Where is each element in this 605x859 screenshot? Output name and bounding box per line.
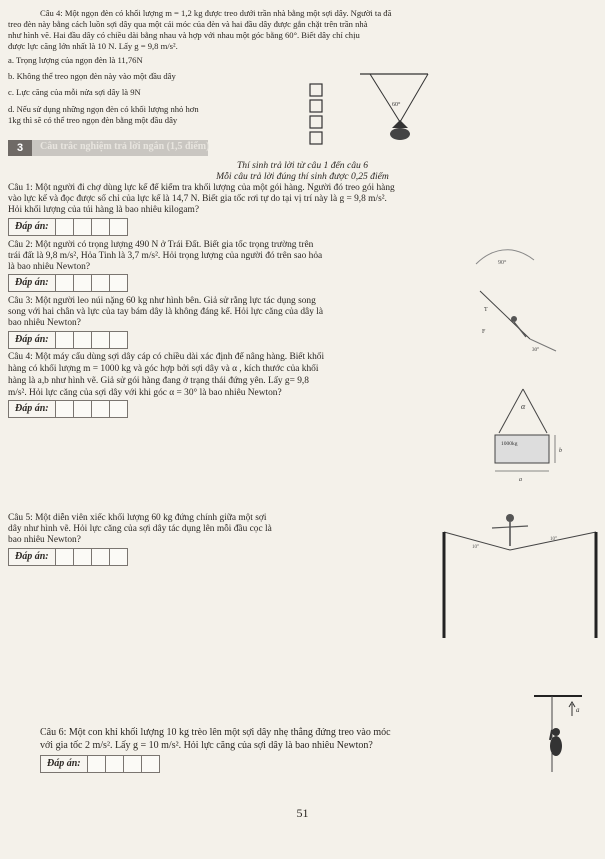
q2-answer-box[interactable] bbox=[55, 274, 73, 292]
top-q4-option-d-1: d. Nếu sử dụng những ngọn đèn có khối lượng nhỏ hơn bbox=[8, 104, 199, 114]
q1-line-3: Hỏi khối lượng của túi hàng là bao nhiêu kilogam? bbox=[8, 205, 199, 215]
q2-answer-label: Đáp án: bbox=[8, 274, 55, 292]
q4-answer-label: Đáp án: bbox=[8, 400, 55, 418]
q3-climber-figure bbox=[470, 285, 560, 355]
q4-line-1: Câu 4: Một máy cẩu dùng sợi dây cáp có chiều dài xác định để nâng hàng. Biết khối bbox=[8, 352, 325, 362]
q4-crane-figure bbox=[485, 385, 565, 500]
section-title: Câu trắc nghiệm trả lời ngắn (1,5 điểm) bbox=[40, 141, 210, 152]
q4-answer-box[interactable] bbox=[109, 400, 128, 418]
q5-answer-label: Đáp án: bbox=[8, 548, 55, 566]
q1-answer-box[interactable] bbox=[73, 218, 91, 236]
q5-answer-box[interactable] bbox=[91, 548, 109, 566]
q3-answer-box[interactable] bbox=[91, 331, 109, 349]
q5-answer-row bbox=[8, 548, 128, 566]
q3-label-angle: 30° bbox=[532, 348, 539, 353]
top-q4-line-4: được lực căng lớn nhất là 10 N. Lấy g = 9,8 m/s². bbox=[8, 41, 178, 51]
q4-label-b: b bbox=[559, 448, 562, 454]
q5-answer-box[interactable] bbox=[109, 548, 128, 566]
q3-answer-box[interactable] bbox=[73, 331, 91, 349]
q4-line-4: m/s². Hỏi lực căng của sợi dây với khi góc α = 30° là bao nhiêu Newton? bbox=[8, 388, 282, 398]
q3-answer-label: Đáp án: bbox=[8, 331, 55, 349]
q6-answer-box[interactable] bbox=[105, 755, 123, 773]
q1-line-2: vào lực kế và đọc được số chỉ của lực kế là 14,7 N. Biết gia tốc rơi tự do tại vị trí này là g = 9,8 m/s². bbox=[8, 194, 387, 204]
top-q4-option-c: c. Lực căng của mỗi nửa sợi dây là 9N bbox=[8, 87, 141, 97]
q3-answer-box[interactable] bbox=[55, 331, 73, 349]
lamp-figure bbox=[300, 64, 430, 154]
page-number: 51 bbox=[296, 806, 309, 820]
q5-answer-box[interactable] bbox=[55, 548, 73, 566]
q6-answer-row bbox=[40, 755, 160, 773]
q2-line-2: trái đất là 9,8 m/s², Hỏa Tinh là 3,7 m/s². Hỏi trọng lượng của người đó trên sao hỏa bbox=[8, 251, 323, 261]
q2-answer-box[interactable] bbox=[73, 274, 91, 292]
top-q4-line-2: treo đèn này bằng cách luồn sợi dây qua một cái móc của đèn và hai đầu dây được gắn chặt trên trần nhà bbox=[8, 19, 368, 29]
instruction-1: Thí sinh trả lời từ câu 1 đến câu 6 bbox=[236, 160, 369, 171]
q4-line-2: hàng có khối lượng m = 1000 kg và góc hợp bởi sợi dây và α , kích thước của khối bbox=[8, 364, 319, 374]
q5-line-2: dây như hình vẽ. Hỏi lực căng của sợi dây tác dụng lên mỗi đầu cọc là bbox=[8, 524, 272, 534]
q4-label-a: a bbox=[519, 477, 522, 483]
q4-label-alpha: α bbox=[521, 402, 526, 411]
q4-line-3: hàng là a,b như hình vẽ. Giả sử gói hàng đang ở trạng thái đứng yên. Lấy g= 9,8 bbox=[8, 376, 309, 386]
q4-answer-box[interactable] bbox=[91, 400, 109, 418]
q3-label-t: T bbox=[484, 307, 488, 313]
q2-line-3: là bao nhiêu Newton? bbox=[8, 262, 91, 272]
q6-answer-label: Đáp án: bbox=[40, 755, 87, 773]
q1-answer-box[interactable] bbox=[91, 218, 109, 236]
q2-fig-label: 90° bbox=[498, 260, 507, 266]
q4-answer-box[interactable] bbox=[73, 400, 91, 418]
q3-line-2: song với hai chân và lực của tay bám dây là không đáng kể. Hỏi lực căng của dây là bbox=[8, 307, 324, 317]
q2-answer-box[interactable] bbox=[91, 274, 109, 292]
lamp-angle-label: 60° bbox=[392, 102, 401, 108]
q1-line-1: Câu 1: Một người đi chợ dùng lực kế để kiểm tra khối lượng của một gói hàng. Người đó treo gói hàng bbox=[8, 183, 395, 193]
q2-line-1: Câu 2: Một người có trọng lượng 490 N ở Trái Đất. Biết gia tốc trọng trường trên bbox=[8, 240, 314, 250]
q5-line-3: bao nhiêu Newton? bbox=[8, 535, 81, 545]
q3-answer-box[interactable] bbox=[109, 331, 128, 349]
q4-answer-row bbox=[8, 400, 128, 418]
top-q4-line-3: như hình vẽ. Hai đầu dây có chiều dài bằng nhau và hợp với nhau một góc bằng 60°. Biết dây chỉ chịu bbox=[8, 30, 360, 40]
q5-answer-box[interactable] bbox=[73, 548, 91, 566]
q6-label-a: a bbox=[576, 706, 580, 714]
top-q4-option-d-2: 1kg thì sẽ có thể treo ngọn đèn bằng một đầu dây bbox=[8, 115, 178, 125]
q6-line-2: với gia tốc 2 m/s². Lấy g = 10 m/s². Hỏi lực căng của sợi dây là bao nhiêu Newton? bbox=[40, 740, 373, 751]
top-q4-option-b: b. Không thể treo ngọn đèn này vào một đầu dây bbox=[8, 71, 176, 81]
q1-answer-box[interactable] bbox=[55, 218, 73, 236]
q4-label-mass: 1000kg bbox=[501, 441, 518, 447]
q6-answer-box[interactable] bbox=[123, 755, 141, 773]
q1-answer-label: Đáp án: bbox=[8, 218, 55, 236]
q2-answer-row bbox=[8, 274, 128, 292]
q6-answer-box[interactable] bbox=[141, 755, 160, 773]
q5-acrobat-figure bbox=[440, 500, 600, 640]
q2-figure bbox=[472, 240, 542, 280]
q3-line-3: bao nhiêu Newton? bbox=[8, 318, 81, 328]
q3-label-f: F bbox=[482, 329, 486, 335]
section-number: 3 bbox=[16, 142, 24, 154]
q3-answer-row bbox=[8, 331, 128, 349]
q5-line-1: Câu 5: Một diễn viên xiếc khối lượng 60 kg đứng chính giữa một sợi bbox=[8, 513, 267, 523]
q1-answer-row bbox=[8, 218, 128, 236]
top-q4-line-1: Câu 4: Một ngọn đèn có khối lượng m = 1,2 kg được treo dưới trần nhà bằng một sợi dây. Người ta đã bbox=[40, 8, 392, 18]
q2-answer-box[interactable] bbox=[109, 274, 128, 292]
q3-line-1: Câu 3: Một người leo núi nặng 60 kg như hình bên. Giả sử rằng lực tác dụng song bbox=[8, 296, 316, 306]
q6-line-1: Câu 6: Một con khỉ khối lượng 10 kg trèo lên một sợi dây nhẹ thẳng đứng treo vào móc bbox=[40, 727, 391, 738]
top-q4-option-a: a. Trọng lượng của ngọn đèn là 11,76N bbox=[8, 55, 143, 65]
q6-monkey-figure bbox=[528, 694, 588, 774]
instruction-2: Mỗi câu trả lời đúng thí sinh được 0,25 điểm bbox=[216, 171, 389, 182]
q6-answer-box[interactable] bbox=[87, 755, 105, 773]
q5-label-left-angle: 10° bbox=[472, 545, 479, 550]
q4-answer-box[interactable] bbox=[55, 400, 73, 418]
q5-label-right-angle: 10° bbox=[550, 537, 557, 542]
q1-answer-box[interactable] bbox=[109, 218, 128, 236]
